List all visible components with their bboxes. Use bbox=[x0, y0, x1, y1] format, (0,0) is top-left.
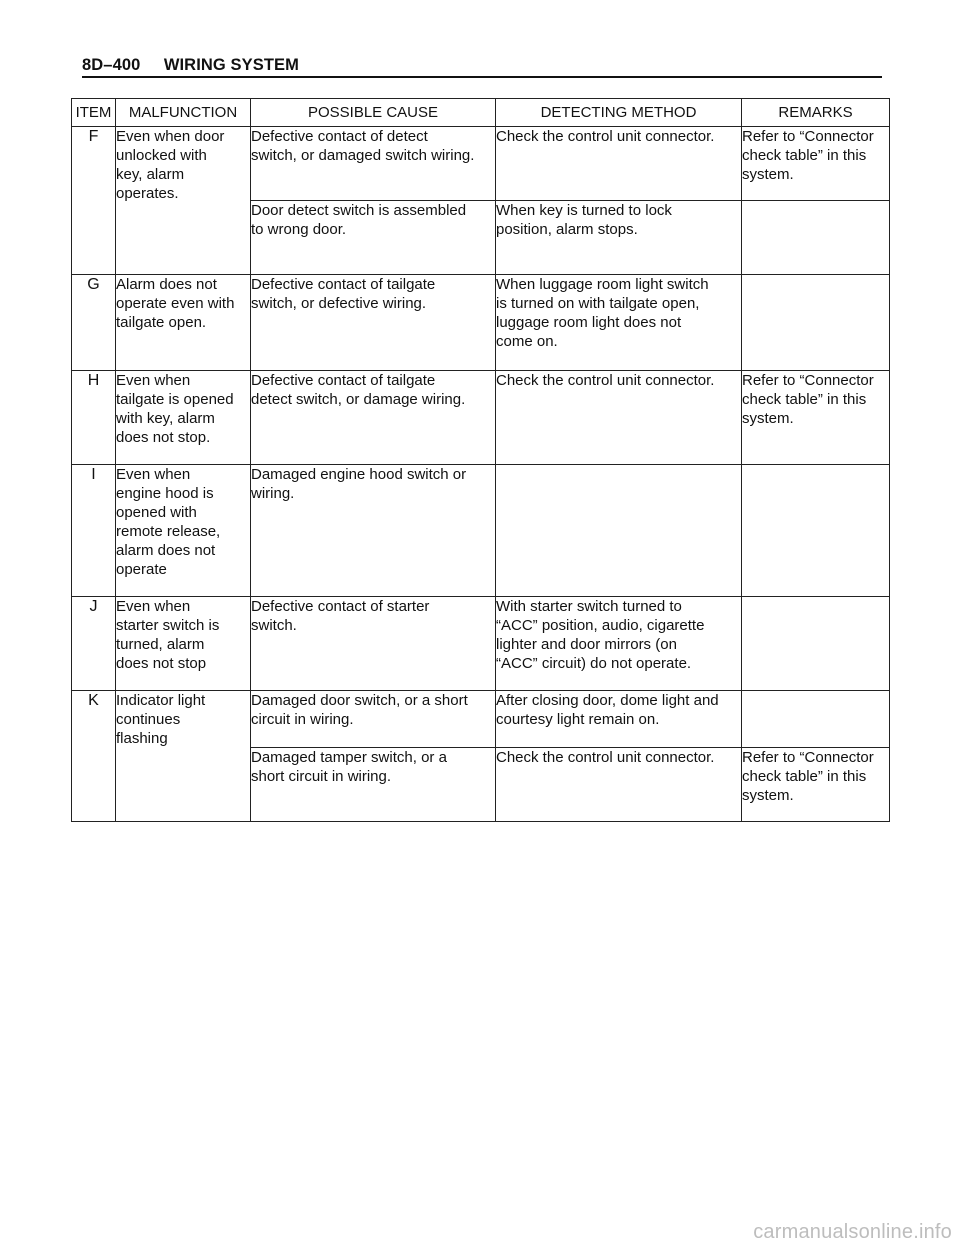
malfunction-text: Even when tailgate is opened with key, alarm does not stop. bbox=[116, 372, 234, 446]
possible-cause-text: Defective contact of starter switch. bbox=[251, 598, 430, 634]
detecting-method-cell bbox=[496, 748, 742, 822]
malfunction-text: Even when door unlocked with key, alarm operates. bbox=[116, 128, 225, 202]
possible-cause-cell bbox=[251, 465, 496, 597]
column-header-item: ITEM bbox=[72, 99, 116, 127]
possible-cause-cell bbox=[251, 748, 496, 822]
detecting-method-cell bbox=[496, 201, 742, 275]
possible-cause-text: Damaged door switch, or a short circuit in wiring. bbox=[251, 692, 468, 728]
page-reference: 8D–400 bbox=[82, 56, 141, 74]
column-header-detecting-method: DETECTING METHOD bbox=[496, 99, 742, 127]
detecting-method-text: When luggage room light switch is turned on with tailgate open, luggage room light does not come on. bbox=[496, 276, 709, 350]
table-row bbox=[72, 465, 890, 597]
possible-cause-cell bbox=[251, 201, 496, 275]
malfunction-cell bbox=[116, 371, 251, 465]
item-code: J bbox=[72, 597, 116, 691]
remarks-text: Refer to “Connector check table” in this system. bbox=[742, 749, 874, 804]
malfunction-text: Alarm does not operate even with tailgate open. bbox=[116, 276, 235, 331]
remarks-cell bbox=[742, 597, 890, 691]
remarks-text: Refer to “Connector check table” in this system. bbox=[742, 372, 874, 427]
detecting-method-text: After closing door, dome light and courtesy light remain on. bbox=[496, 692, 719, 728]
detecting-method-cell bbox=[496, 691, 742, 748]
detecting-method-text: Check the control unit connector. bbox=[496, 128, 715, 145]
malfunction-text: Indicator light continues flashing bbox=[116, 692, 206, 747]
detecting-method-cell bbox=[496, 371, 742, 465]
column-header-possible-cause: POSSIBLE CAUSE bbox=[251, 99, 496, 127]
possible-cause-cell bbox=[251, 275, 496, 371]
table-row bbox=[72, 127, 890, 201]
possible-cause-text: Defective contact of detect switch, or damaged switch wiring. bbox=[251, 128, 475, 164]
malfunction-text: Even when starter switch is turned, alarm does not stop bbox=[116, 598, 220, 672]
possible-cause-cell bbox=[251, 371, 496, 465]
remarks-cell bbox=[742, 371, 890, 465]
detecting-method-text: Check the control unit connector. bbox=[496, 749, 715, 766]
section-title: WIRING SYSTEM bbox=[163, 56, 299, 74]
detecting-method-cell bbox=[496, 597, 742, 691]
page-title bbox=[82, 56, 299, 75]
malfunction-text: Even when engine hood is opened with remote release, alarm does not operate bbox=[116, 466, 221, 578]
page-header bbox=[82, 54, 882, 78]
malfunction-cell bbox=[116, 275, 251, 371]
item-code: F bbox=[72, 127, 116, 275]
detecting-method-cell bbox=[496, 127, 742, 201]
possible-cause-cell bbox=[251, 127, 496, 201]
detecting-method-text: Check the control unit connector. bbox=[496, 372, 715, 389]
detecting-method-text: When key is turned to lock position, alarm stops. bbox=[496, 202, 672, 238]
table-row bbox=[72, 275, 890, 371]
item-code: G bbox=[72, 275, 116, 371]
remarks-cell bbox=[742, 275, 890, 371]
remarks-cell bbox=[742, 201, 890, 275]
diagnosis-table bbox=[71, 98, 890, 822]
table-row bbox=[72, 691, 890, 748]
remarks-cell bbox=[742, 748, 890, 822]
possible-cause-cell bbox=[251, 691, 496, 748]
possible-cause-text: Damaged engine hood switch or wiring. bbox=[251, 466, 467, 502]
column-header-remarks: REMARKS bbox=[742, 99, 890, 127]
remarks-cell bbox=[742, 691, 890, 748]
item-code: K bbox=[72, 691, 116, 822]
possible-cause-cell bbox=[251, 597, 496, 691]
column-header-malfunction: MALFUNCTION bbox=[116, 99, 251, 127]
detecting-method-text: With starter switch turned to “ACC” position, audio, cigarette lighter and door mirrors (on “ACC” circuit) do not operate. bbox=[496, 598, 705, 672]
malfunction-cell bbox=[116, 127, 251, 275]
table-header-row bbox=[72, 99, 890, 127]
table-row bbox=[72, 597, 890, 691]
table-row bbox=[72, 371, 890, 465]
item-code: H bbox=[72, 371, 116, 465]
remarks-cell bbox=[742, 127, 890, 201]
malfunction-cell bbox=[116, 597, 251, 691]
watermark: carmanualsonline.info bbox=[753, 1221, 952, 1243]
malfunction-cell bbox=[116, 465, 251, 597]
remarks-cell bbox=[742, 465, 890, 597]
detecting-method-cell bbox=[496, 275, 742, 371]
possible-cause-text: Defective contact of tailgate switch, or defective wiring. bbox=[251, 276, 436, 312]
possible-cause-text: Defective contact of tailgate detect switch, or damage wiring. bbox=[251, 372, 466, 408]
malfunction-cell bbox=[116, 691, 251, 822]
possible-cause-text: Door detect switch is assembled to wrong door. bbox=[251, 202, 467, 238]
possible-cause-text: Damaged tamper switch, or a short circuit in wiring. bbox=[251, 749, 447, 785]
detecting-method-cell bbox=[496, 465, 742, 597]
remarks-text: Refer to “Connector check table” in this system. bbox=[742, 128, 874, 183]
item-code: I bbox=[72, 465, 116, 597]
